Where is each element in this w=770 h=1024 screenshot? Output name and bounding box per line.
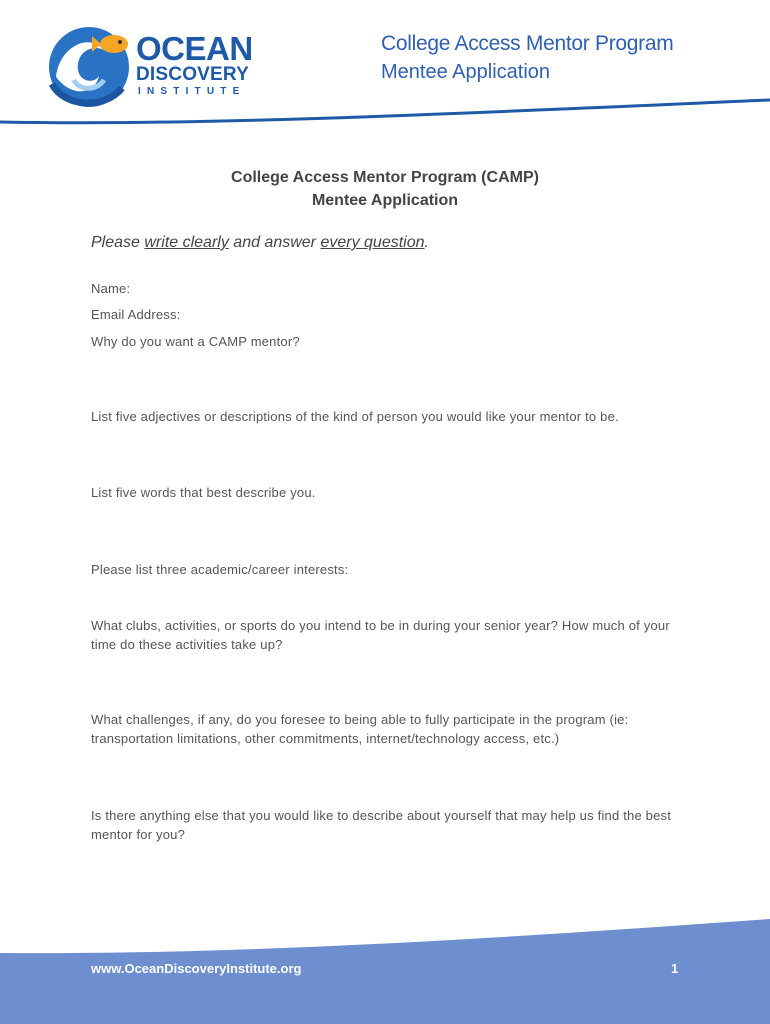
footer-website-link[interactable]: www.OceanDiscoveryInstitute.org [91,961,302,976]
name-field-label: Name: [91,281,131,296]
email-field-label: Email Address: [91,307,181,322]
question-describe-you: List five words that best describe you. [91,485,316,500]
question-why-mentor: Why do you want a CAMP mentor? [91,334,300,349]
header-title: College Access Mentor Program [381,32,674,55]
header-divider [0,96,770,126]
document-subtitle: Mentee Application [311,192,459,209]
question-interests: Please list three academic/career interests: [91,562,349,577]
logo-ocean-text: OCEAN [136,30,253,67]
question-activities: What clubs, activities, or sports do you intend to be in during your senior year? How much of your time do these activities take up? [91,618,670,652]
page-number: 1 [671,961,679,976]
question-challenges: What challenges, if any, do you foresee to being able to fully participate in the program (ie: transportation limitations, other commitments, internet/technology access, etc.) [91,712,629,746]
instructions: Please write clearly and answer every question. [91,234,429,251]
question-mentor-adjectives: List five adjectives or descriptions of the kind of person you would like your mentor to be. [91,409,619,424]
question-anything-else: Is there anything else that you would like to describe about yourself that may help us find the best mentor for you? [91,808,672,842]
logo-discovery-text: DISCOVERY [136,64,250,85]
document-title: College Access Mentor Program (CAMP) [231,169,539,186]
header-subtitle: Mentee Application [381,61,551,83]
logo-institute-text: INSTITUTE [138,86,246,97]
